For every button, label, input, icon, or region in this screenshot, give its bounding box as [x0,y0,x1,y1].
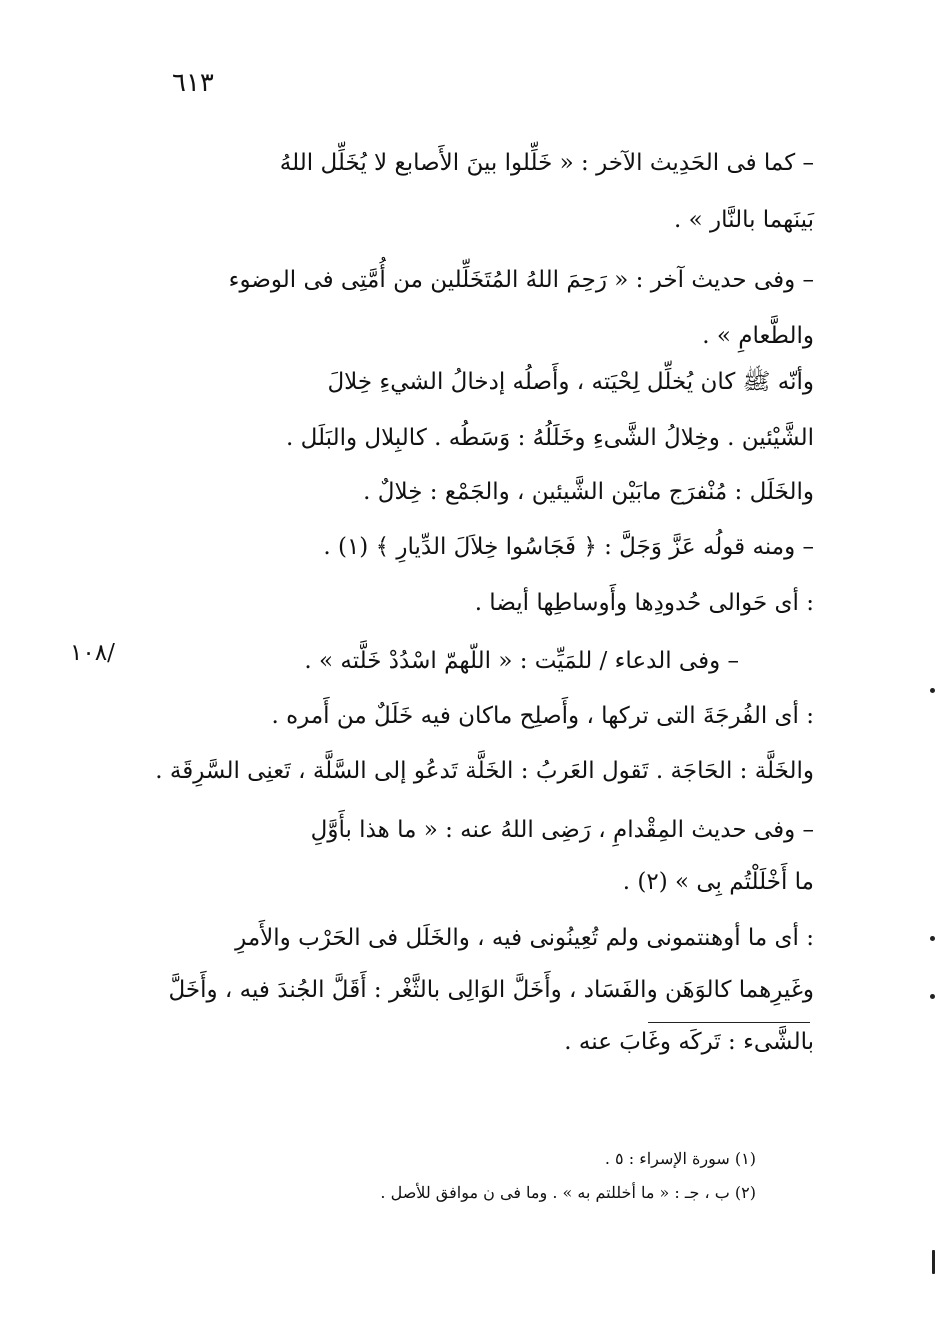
text-line-3: – وفى حديث آخر : « رَحِمَ اللهُ المُتَخَلِّلين من أُمَّتِى فى الوضوء [228,267,814,293]
text-line-11: : أى الفُرجَةَ التى تركها ، وأَصلِح ماكان فيه خَلَلٌ من أَمره . [271,703,814,729]
text-line-4: والطَّعامِ » . [702,323,814,349]
page-number: ٦١٣ [172,68,214,98]
text-line-5: وأنّه ﷺ كان يُخلِّل لِحْيَته ، وأَصلُه إدخالُ الشيءِ خِلالَ [327,369,814,395]
text-line-16: وغَيرِهما كالوَهَن والفَسَاد ، وأَخَلَّ الوَالِى بالثَّغْر : أَقَلَّ الجُندَ فيه ، وأَخَلَّ [168,977,814,1003]
text-line-2: بَينَهما بالنَّار » . [674,207,814,233]
text-line-15: : أى ما أوهنتمونى ولم تُعِينُونى فيه ، والخَلَل فى الحَرْب والأَمرِ [235,925,814,951]
text-line-12: والخَلَّة : الحَاجَة . تَقول العَربُ : الخَلَّة تَدعُو إلى السَّلَّة ، تَعنِى السَّرِقَة . [155,758,814,784]
footnote-2: (٢) ب ، جـ : « ما أخللتم به » . وما فى ن موافق للأصل . [380,1183,756,1202]
text-line-6: الشَّيْئين . وخِلالُ الشَّىءِ وخَلَلُهُ : وَسَطُه . كالبِلال والبَلَل . [286,425,814,451]
margin-speck [930,688,935,693]
text-line-7: والخَلَل : مُنْفرَج مابَيْن الشَّيئين ، والجَمْع : خِلالٌ . [363,479,814,505]
margin-speck [930,994,935,999]
text-line-14: ما أَخْلَلْتُم بِى » (٢) . [622,869,814,895]
text-line-13: – وفى حديث المِقْدامِ ، رَضِى اللهُ عنه : « ما هذا بأَوَّلِ [310,817,814,843]
text-line-8: – ومنه قولُه عَزَّ وَجَلَّ : ﴿ فَجَاسُوا خِلاَلَ الدِّيارِ ﴾ (١) . [323,534,814,560]
margin-reference: /١٠٨ [70,640,115,666]
text-line-9: : أى حَوالى حُدودِها وأَوساطِها أيضا . [474,590,814,616]
footnote-separator [648,1022,810,1023]
margin-speck [930,936,935,941]
text-line-1: – كما فى الحَدِيث الآخر : « خَلِّلوا بينَ الأَصابع لا يُخَلِّل اللهُ [279,150,814,176]
footnote-1: (١) سورة الإسراء : ٥ . [604,1149,756,1168]
text-line-10: – وفى الدعاء / للمَيِّت : « اللّهمّ اسْدُدْ خَلَّته » . [304,648,739,674]
text-line-17: بالشَّىء : تَركَه وغَابَ عنه . [564,1029,814,1055]
margin-speck [932,1250,935,1274]
